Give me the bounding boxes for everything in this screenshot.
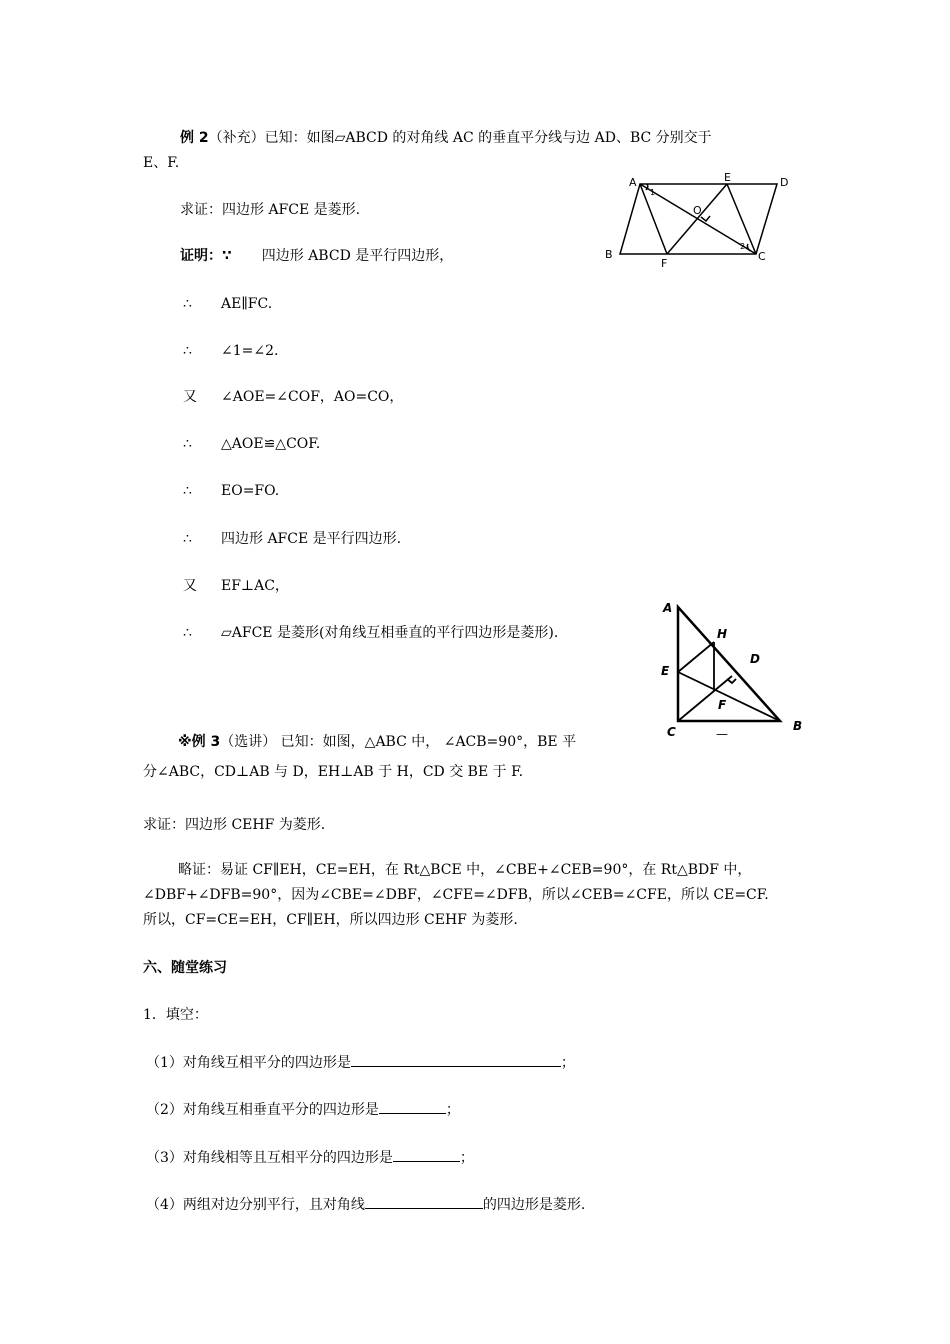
answer-blank-4[interactable] bbox=[365, 1194, 483, 1209]
answer-blank-3[interactable] bbox=[393, 1147, 460, 1162]
label-C: C bbox=[667, 725, 676, 739]
label-F: F bbox=[718, 698, 727, 712]
proof-step: ∴ AE∥FC. bbox=[183, 296, 273, 312]
label-D: D bbox=[750, 652, 760, 666]
label-B: B bbox=[605, 248, 613, 261]
example3-statement-line1: ※例 3（选讲） 已知：如图，△ABC 中， ∠ACB=90°，BE 平 bbox=[178, 734, 577, 750]
fill-item-4: （4）两组对边分别平行，且对角线 的四边形是菱形. bbox=[146, 1194, 585, 1215]
example2-statement-line1: 例 2（补充）已知：如图▱ABCD 的对角线 AC 的垂直平分线与边 AD、BC 分别交于 bbox=[180, 130, 712, 146]
proof-first-line: 证明：∵ 四边形 ABCD 是平行四边形， bbox=[180, 248, 454, 264]
label-O: O bbox=[693, 204, 702, 217]
label-F: F bbox=[661, 257, 668, 270]
proof-step: ∴ ▱AFCE 是菱形(对角线互相垂直的平行四边形是菱形). bbox=[183, 625, 559, 641]
label-E: E bbox=[724, 171, 731, 184]
fill-item-1: （1）对角线互相平分的四边形是 ； bbox=[146, 1052, 575, 1073]
example3-sketch-line1: 略证：易证 CF∥EH，CE=EH，在 Rt△BCE 中，∠CBE+∠CEB=90°，在 Rt△BDF 中， bbox=[178, 862, 752, 878]
label-A: A bbox=[629, 176, 637, 189]
example2-statement-line2: E、F. bbox=[143, 155, 180, 171]
label-C: C bbox=[758, 250, 766, 263]
question-1: 1．填空： bbox=[143, 1007, 208, 1023]
triangle-figure bbox=[650, 595, 820, 745]
proof-step: ∴ △AOE≌△COF. bbox=[183, 436, 321, 452]
proof-step: 又 EF⊥AC， bbox=[183, 578, 289, 594]
label-D: D bbox=[780, 176, 789, 189]
label-A: A bbox=[663, 601, 673, 615]
proof-step: ∴ EO=FO. bbox=[183, 483, 280, 499]
proof-step: 又 ∠AOE=∠COF，AO=CO， bbox=[183, 389, 404, 405]
label-B: B bbox=[793, 719, 803, 733]
parallelogram-figure bbox=[600, 170, 800, 270]
proof-step: ∴ ∠1=∠2. bbox=[183, 343, 279, 359]
example2-prove: 求证：四边形 AFCE 是菱形. bbox=[180, 202, 361, 218]
fill-item-3: （3）对角线相等且互相平分的四边形是 ； bbox=[146, 1147, 474, 1168]
example3-statement-line2: 分∠ABC，CD⊥AB 与 D，EH⊥AB 于 H，CD 交 BE 于 F. bbox=[143, 764, 524, 780]
example2-label: 例 2 bbox=[180, 130, 209, 146]
label-angle1: 1 bbox=[650, 188, 656, 197]
proof-step: ∴ 四边形 AFCE 是平行四边形. bbox=[183, 531, 402, 547]
answer-blank-1[interactable] bbox=[351, 1052, 561, 1067]
label-angle2: 2 bbox=[740, 242, 746, 251]
proof-label: 证明：∵ bbox=[180, 248, 232, 264]
section-title: 六、随堂练习 bbox=[143, 960, 227, 976]
fill-item-2: （2）对角线互相垂直平分的四边形是 ； bbox=[146, 1099, 460, 1120]
example3-label: ※例 3 bbox=[178, 734, 221, 750]
label-H: H bbox=[717, 627, 728, 641]
example3-sketch-line3: 所以，CF=CE=EH，CF∥EH，所以四边形 CEHF 为菱形. bbox=[143, 912, 518, 928]
label-E: E bbox=[661, 664, 670, 678]
example3-sketch-line2: ∠DBF+∠DFB=90°，因为∠CBE=∠DBF，∠CFE=∠DFB，所以∠CEB=∠CFE，所以 CE=CF. bbox=[143, 887, 769, 903]
example3-prove: 求证：四边形 CEHF 为菱形. bbox=[143, 817, 326, 833]
figure-dash: — bbox=[716, 727, 728, 741]
answer-blank-2[interactable] bbox=[379, 1099, 446, 1114]
